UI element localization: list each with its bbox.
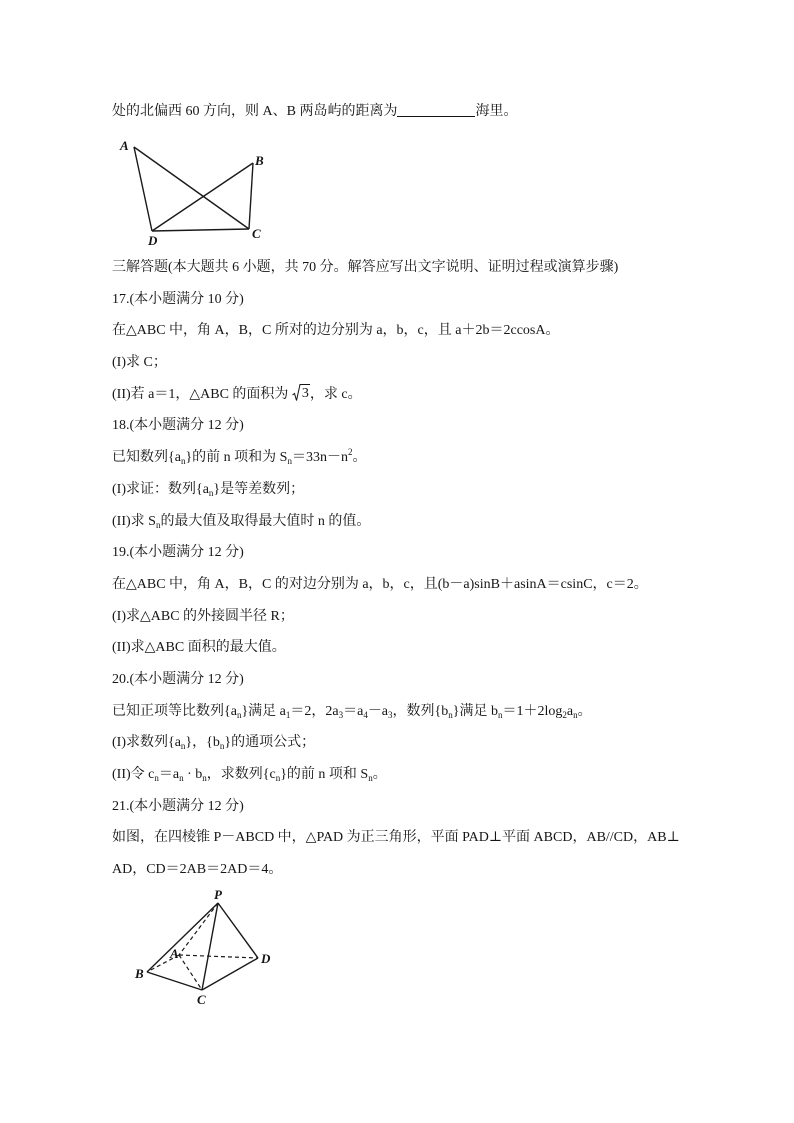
text-run: 18.(本小题满分 12 分) [112,418,244,434]
text-run: 。 [577,703,592,719]
subscript: n [573,709,578,720]
text-line [112,379,784,411]
subscript: 3 [338,709,344,720]
text-line [112,537,784,569]
text-run: }满足 b [452,703,498,719]
text-run: }的前 n 项和 S [280,767,369,782]
text-run: 20.(本小题满分 12 分) [112,671,244,687]
hidden-edge-ad [179,955,258,958]
subscript: n [154,773,159,783]
text-line [112,696,784,728]
questions-body [112,252,784,886]
text-run: ，求数列{c [206,767,276,782]
vertex-label-d: D [261,951,271,966]
subscript: n [368,773,373,783]
text-line [112,410,784,442]
text-line [112,569,784,601]
text-run: (I)求数列{a [112,735,181,751]
text-run: }满足 a [241,703,286,719]
text-run: ，求 c。 [309,386,362,402]
text-run: 海里。 [475,104,518,119]
text-line [112,664,784,696]
text-run: ，数列{b [392,703,449,719]
sqrt-expression [292,384,310,402]
text-run: (I)求△ABC 的外接圆半径 R； [112,608,294,624]
text-line [112,96,772,128]
subscript: n [208,487,214,498]
text-line [112,474,784,506]
vertex-label-b: B [255,153,264,168]
subscript: n [448,709,453,720]
text-line [112,822,784,854]
text-line [112,759,784,791]
radical-sign-icon [292,384,301,402]
text-run: }，{b [185,735,220,751]
text-run: AD，CD＝2AB＝2AD＝4。 [112,862,283,878]
subscript: 3 [388,709,393,720]
text-line [112,727,784,759]
figure-pyramid-p-abcd [130,885,280,1010]
subscript: 4 [363,709,368,720]
text-run: (II)求 S [112,513,156,529]
text-run: a [566,703,574,719]
text-run: 17.(本小题满分 10 分) [112,291,244,307]
text-run: (I)求 C； [112,355,167,371]
vertex-label-p: P [214,887,222,902]
text-run: 19.(本小题满分 12 分) [112,545,244,561]
subscript: n [180,456,186,467]
figure-islands-quadrilateral [110,130,280,250]
answer-blank [397,103,475,117]
subscript: n [219,741,225,752]
subscript: 1 [285,709,291,720]
vertex-label-a: A [120,138,129,153]
subscript: 2 [562,709,567,720]
text-run: 21.(本小题满分 12 分) [112,798,244,814]
segment-ac [134,147,249,229]
vertex-label-c: C [252,226,261,241]
text-run: · b [183,767,203,782]
text-line [112,347,784,379]
text-run: 的最大值及取得最大值时 n 的值。 [160,513,371,529]
text-run: (II)求△ABC 面积的最大值。 [112,640,286,656]
subscript: n [236,709,242,720]
text-line [112,315,784,347]
subscript: n [275,773,281,783]
subscript: n [179,773,184,783]
hidden-diagonal-ac [179,955,202,990]
edge-bc [147,972,202,990]
text-run: 。 [372,767,387,782]
hidden-edge-pa [179,903,218,955]
vertex-label-c: C [197,992,206,1007]
text-run: 已知数列{a [112,450,181,466]
text-line [112,284,784,316]
text-line [112,791,784,823]
text-run: ＝2，2a [290,703,339,719]
superscript: 2 [347,447,353,458]
text-run: 在△ABC 中，角 A，B，C 所对的边分别为 a，b，c，且 a＋2b＝2ccosA。 [112,323,560,339]
segment-dc [152,229,249,231]
edge-cd [202,958,258,990]
segment-ad [134,147,152,231]
text-run: ＝33n－n [291,450,348,466]
text-run: ＝a [158,767,180,782]
text-run: 三解答题(本大题共 6 小题，共 70 分。解答应写出文字说明、证明过程或演算步骤) [112,260,619,275]
text-line [112,252,784,284]
vertex-label-d: D [148,233,158,248]
edge-pd [218,903,258,958]
text-run: ＝1＋2log [502,703,563,719]
text-line [112,601,784,633]
text-line [112,854,784,886]
subscript: n [287,456,292,467]
text-line [112,442,784,474]
text-run: (I)求证：数列{a [112,481,209,497]
text-run: (II)若 a＝1，△ABC 的面积为 [112,386,292,402]
text-run: 如图，在四棱锥 P－ABCD 中，△PAD 为正三角形，平面 PAD⊥平面 ABCD，AB//CD，AB⊥ [112,830,680,846]
text-run: 。 [352,450,367,466]
text-run: }的通项公式； [224,735,316,751]
subscript: n [498,709,503,720]
vertex-label-b: B [135,966,144,981]
text-line [112,632,784,664]
radicand: 3 [301,385,309,401]
text-run: 处的北偏西 60 方向，则 A、B 两岛屿的距离为 [112,104,398,119]
subscript: n [180,741,186,752]
text-run: }的前 n 项和为 S [185,450,288,466]
text-run: ＝a [343,703,364,719]
text-run: －a [367,703,389,719]
text-run: }是等差数列； [213,481,305,497]
segment-bc [249,163,253,229]
text-line [112,506,784,538]
text-run: 在△ABC 中，角 A，B，C 的对边分别为 a，b，c，且(b－a)sinB＋asinA＝csinC，c＝2。 [112,576,648,592]
text-run: (II)令 c [112,767,155,782]
subscript: n [202,773,207,783]
vertex-label-a: A [170,946,179,961]
subscript: n [155,519,161,530]
text-run: 已知正项等比数列{a [112,703,237,719]
